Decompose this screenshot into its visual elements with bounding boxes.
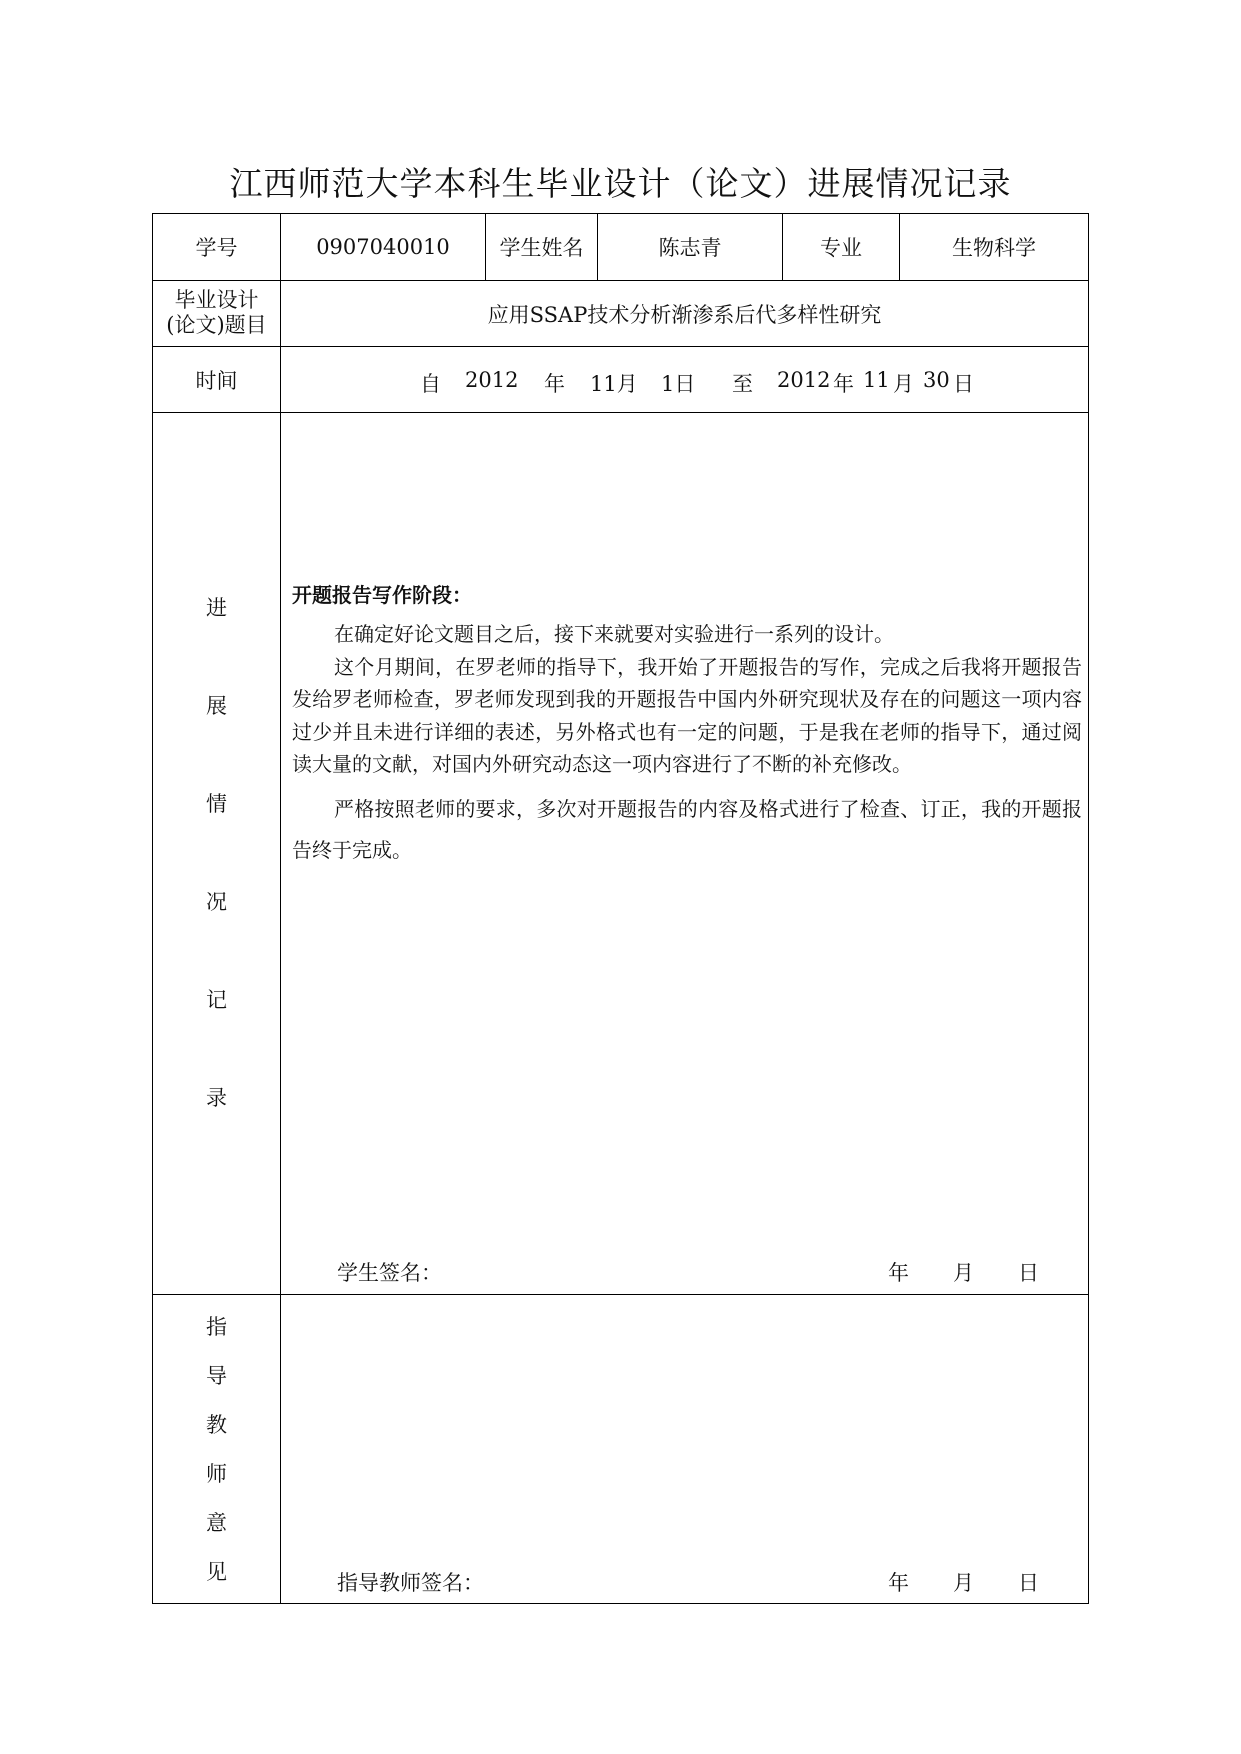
advisor-label-char: 见 bbox=[206, 1560, 227, 1584]
time-from-day: 1日 bbox=[661, 372, 696, 396]
time-to-day: 30 bbox=[923, 368, 950, 392]
progress-label-char: 展 bbox=[206, 694, 227, 718]
student-name-value: 陈志青 bbox=[658, 236, 722, 260]
advisor-label-char: 意 bbox=[206, 1511, 227, 1535]
progress-label-char: 录 bbox=[206, 1086, 227, 1110]
major-label: 专业 bbox=[820, 236, 862, 260]
time-year-word: 年 bbox=[544, 372, 565, 396]
date-year: 年 bbox=[888, 1571, 909, 1595]
topic-label-line1: 毕业设计 bbox=[174, 288, 259, 312]
progress-heading: 开题报告写作阶段： bbox=[292, 583, 472, 607]
progress-paragraph: 这个月期间，在罗老师的指导下，我开始了开题报告的写作，完成之后我将开题报告发给罗老师检查，罗老师发现到我的开题报告中国内外研究现状及存在的问题这一项内容过少并且未进行详细的表述，另外格式也有一定的问题，于是我在老师的指导下，通过阅读大量的文献，对国内外研究动态这一项内容进行了不断的补充修改。 bbox=[292, 654, 1082, 776]
time-to-word: 至 bbox=[732, 372, 753, 396]
student-id-label: 学号 bbox=[195, 236, 238, 260]
student-name-label: 学生姓名 bbox=[499, 236, 584, 260]
date-month: 月 bbox=[953, 1261, 974, 1285]
progress-label-char: 情 bbox=[206, 792, 227, 816]
progress-paragraph: 严格按照老师的要求，多次对开题报告的内容及格式进行了检查、订正，我的开题报告终于完成。 bbox=[292, 796, 1082, 862]
progress-label-char: 进 bbox=[206, 596, 227, 620]
time-label: 时间 bbox=[195, 368, 238, 393]
topic-label bbox=[153, 288, 280, 346]
time-from-word: 自 bbox=[420, 372, 441, 396]
date-day: 日 bbox=[1018, 1571, 1039, 1595]
major-value: 生物科学 bbox=[952, 236, 1036, 260]
progress-paragraph: 在确定好论文题目之后，接下来就要对实验进行一系列的设计。 bbox=[334, 622, 894, 646]
advisor-signature-label: 指导教师签名： bbox=[337, 1571, 484, 1595]
progress-label-char: 况 bbox=[206, 890, 227, 914]
topic-label-line2: (论文)题目 bbox=[166, 313, 267, 337]
date-day: 日 bbox=[1018, 1261, 1039, 1285]
time-range bbox=[280, 360, 1090, 400]
progress-body bbox=[292, 618, 1082, 871]
time-to-month: 11 bbox=[863, 368, 890, 392]
time-month-word: 月 bbox=[893, 372, 914, 396]
advisor-label-char: 教 bbox=[206, 1413, 227, 1437]
advisor-label-char: 师 bbox=[206, 1462, 227, 1486]
student-id-value: 0907040010 bbox=[316, 235, 450, 259]
page-title: 江西师范大学本科生毕业设计（论文）进展情况记录 bbox=[229, 164, 1012, 203]
date-month: 月 bbox=[953, 1571, 974, 1595]
time-from-month: 11月 bbox=[590, 372, 638, 396]
advisor-signature-date bbox=[888, 1567, 1039, 1597]
date-year: 年 bbox=[888, 1261, 909, 1285]
student-signature-date bbox=[888, 1257, 1039, 1287]
time-from-year: 2012 bbox=[465, 368, 519, 392]
time-day-word: 日 bbox=[953, 372, 974, 396]
time-year-word-2: 年 bbox=[833, 372, 854, 396]
advisor-label-char: 指 bbox=[206, 1315, 227, 1339]
time-to-year: 2012 bbox=[777, 368, 831, 392]
progress-label-char: 记 bbox=[206, 988, 227, 1012]
advisor-label-char: 导 bbox=[206, 1364, 227, 1388]
student-signature-label: 学生签名： bbox=[337, 1261, 442, 1285]
topic-value: 应用SSAP技术分析渐渗系后代多样性研究 bbox=[487, 302, 882, 327]
